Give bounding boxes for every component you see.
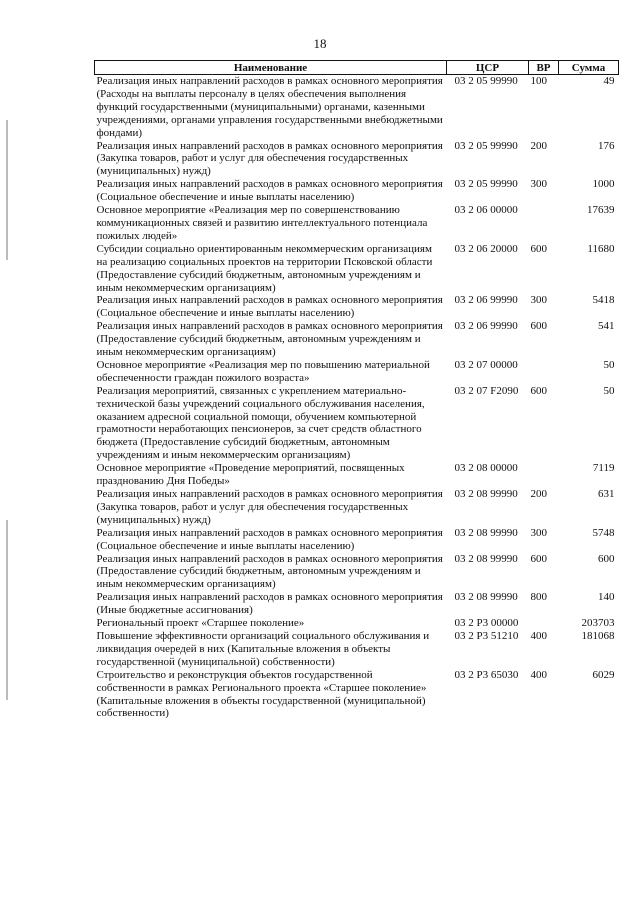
row-vr-cell: 400 [530,668,547,681]
row-sum-cell: 5748 [592,526,615,539]
row-sum-cell: 541 [598,320,615,333]
table-row [95,630,619,669]
row-vr-cell: 300 [530,294,547,307]
row-name-cell: Строительство и реконструкция объектов государственной собственности в рамках Регионального проекта «Старшее поколение» (Капитальные вложения в объекты государственной (муниципальной) собственности) [96,668,427,720]
table-body [95,75,619,721]
row-sum-cell: 181068 [581,629,615,642]
row-name-cell: Реализация иных направлений расходов в рамках основного мероприятия (Предоставление субсидий бюджетным, автономным учреждениям и иным некоммерческим организациям) [96,320,443,359]
row-name-cell: Реализация иных направлений расходов в рамках основного мероприятия (Предоставление субсидий бюджетным, автономным учреждениям и иным некоммерческим организациям) [96,552,443,591]
row-csr-cell: 03 2 07 00000 [454,358,518,371]
row-csr-cell: 03 2 08 00000 [454,462,518,475]
table-row [95,243,619,295]
row-vr-cell: 600 [530,552,547,565]
scan-edge-mark [6,520,8,700]
row-sum-cell: 6029 [592,668,615,681]
row-sum-cell: 17639 [587,204,615,217]
row-vr-cell: 800 [530,591,547,604]
row-vr-cell: 100 [530,75,547,87]
row-csr-cell: 03 2 P3 00000 [454,617,519,630]
header-name: Наименование [95,61,447,75]
row-sum-cell: 203703 [581,617,615,630]
row-vr-cell [529,617,559,630]
row-csr-cell: 03 2 P3 51210 [454,629,519,642]
table-row [95,553,619,592]
row-name-cell: Реализация иных направлений расходов в рамках основного мероприятия (Социальное обеспечение и иные выплаты населению) [96,526,443,552]
table-row [95,591,619,617]
row-name-cell: Реализация иных направлений расходов в рамках основного мероприятия (Закупка товаров, работ и услуг для обеспечения государственных (муниципальных) нужд) [96,488,443,526]
page-number: 18 [313,36,327,51]
table-row [95,359,619,385]
table-row [95,320,619,359]
row-name-cell: Реализация иных направлений расходов в рамках основного мероприятия (Социальное обеспечение и иные выплаты населению) [96,294,443,320]
row-csr-cell: 03 2 P3 65030 [454,668,519,681]
row-csr-cell: 03 2 05 99990 [454,75,518,87]
row-csr-cell: 03 2 06 00000 [454,204,518,217]
row-name-cell: Реализация иных направлений расходов в рамках основного мероприятия (Иные бюджетные ассигнования) [96,591,443,617]
row-vr-cell: 300 [530,526,547,539]
row-csr-cell: 03 2 06 20000 [454,242,518,255]
row-vr-cell: 600 [530,384,547,397]
row-vr-cell: 600 [530,242,547,255]
row-csr-cell: 03 2 06 99990 [454,294,518,307]
row-name-cell: Реализация иных направлений расходов в рамках основного мероприятия (Расходы на выплаты персоналу в целях обеспечения выполнения функций государственными (муниципальными) органами, казенными учреждениями, органами управления государственными внебюджетными фондами) [96,75,443,139]
row-csr-cell: 03 2 08 99990 [454,591,518,604]
table-row [95,488,619,527]
row-vr-cell: 400 [530,629,547,642]
row-name-cell: Повышение эффективности организаций социального обслуживания и ликвидация очередей в них (Капитальные вложения в объекты государственной (муниципальной) собственности) [96,629,430,668]
table-row [95,527,619,553]
row-csr-cell: 03 2 05 99990 [454,178,518,191]
table-row [95,204,619,243]
row-csr-cell: 03 2 08 99990 [454,552,518,565]
row-sum-cell: 1000 [592,178,615,191]
header-csr: ЦСР [447,61,529,75]
row-sum-cell: 176 [598,139,615,152]
table-row [95,385,619,462]
table-row [95,140,619,179]
row-sum-cell: 631 [598,488,615,500]
table-row [95,462,619,488]
row-csr-cell: 03 2 07 F2090 [454,384,519,397]
table-row [95,294,619,320]
table-row [95,75,619,140]
row-vr-cell [529,462,559,488]
header-sum: Сумма [559,61,619,75]
row-name-cell: Реализация иных направлений расходов в рамках основного мероприятия (Закупка товаров, работ и услуг для обеспечения государственных (муниципальных) нужд) [96,139,443,178]
row-sum-cell: 49 [603,75,615,87]
row-name-cell: Реализация мероприятий, связанных с укреплением материально-технической базы учреждений социального обслуживания населения, оказанием адресной социальной помощи, обучением компьютерной грамотности неработающих пенсионеров, за счет средств областного бюджета (Предоставление субсидий бюджетным, автономным учреждениям и иным некоммерческим организациям) [96,384,425,462]
table-row [95,178,619,204]
row-sum-cell: 140 [598,591,615,604]
row-vr-cell: 200 [530,139,547,152]
row-name-cell: Основное мероприятие «Реализация мер по совершенствованию коммуникационных связей и развитию интеллектуального потенциала пожилых людей» [96,204,428,242]
row-sum-cell: 11680 [587,242,615,255]
row-vr-cell: 300 [530,178,547,191]
row-vr-cell: 600 [530,320,547,333]
row-sum-cell: 5418 [592,294,615,307]
row-name-cell: Основное мероприятие «Проведение мероприятий, посвященных празднованию Дня Победы» [96,462,405,488]
table-row [95,617,619,630]
row-sum-cell: 50 [603,358,615,371]
table-row [95,669,619,721]
budget-table [94,60,619,720]
row-sum-cell: 7119 [592,462,615,475]
row-sum-cell: 600 [598,552,615,565]
row-sum-cell: 50 [603,384,615,397]
row-csr-cell: 03 2 08 99990 [454,526,518,539]
row-name-cell: Субсидии социально ориентированным некоммерческим организациям на реализацию социальных проектов на территории Псковской области (Предоставление субсидий бюджетным, автономным учреждениям и иным некоммерческим организациям) [96,242,433,294]
row-name-cell: Реализация иных направлений расходов в рамках основного мероприятия (Социальное обеспечение и иные выплаты населению) [96,178,443,204]
row-csr-cell: 03 2 05 99990 [454,139,518,152]
row-name-cell: Региональный проект «Старшее поколение» [96,617,305,630]
scan-edge-mark [6,120,8,260]
row-vr-cell [529,359,559,385]
table-header-row [95,61,619,75]
row-vr-cell [529,204,559,243]
row-vr-cell: 200 [530,488,547,500]
budget-table-container [94,60,618,720]
row-csr-cell: 03 2 08 99990 [454,488,518,500]
row-csr-cell: 03 2 06 99990 [454,320,518,333]
row-name-cell: Основное мероприятие «Реализация мер по повышению материальной обеспеченности граждан пожилого возраста» [96,358,430,384]
header-vr: ВР [529,61,559,75]
